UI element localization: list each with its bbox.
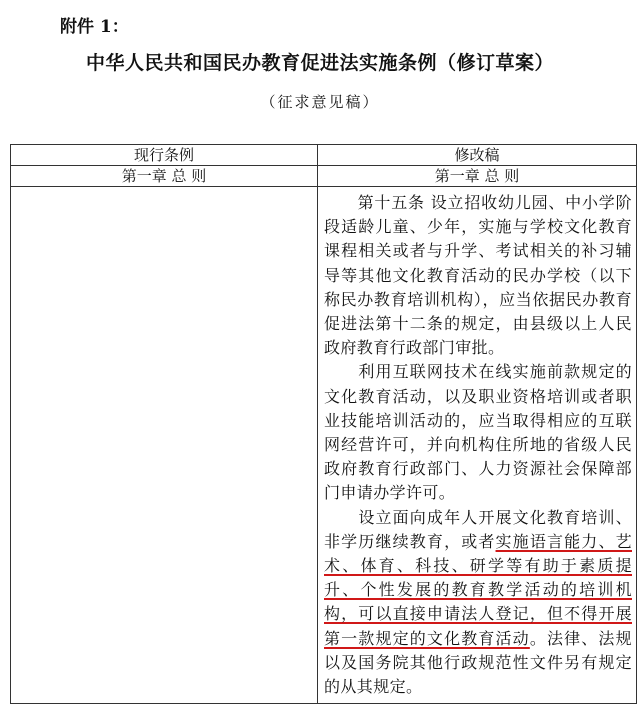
revised-draft-cell	[318, 187, 637, 704]
indent	[324, 193, 358, 212]
chapter-current: 第一章 总 则	[11, 166, 318, 187]
revised-paragraph-3-after: 。法律、法规以及国务院其他行政规范性文件另有规定的从其规定。	[324, 628, 632, 697]
annex-label: 附件 1：	[60, 17, 129, 37]
revised-paragraph-2	[324, 360, 632, 505]
table-header-row	[11, 145, 637, 166]
document-title: 中华人民共和国民办教育促进法实施条例（修订草案）	[85, 52, 554, 74]
document-subtitle: （征求意见稿）	[260, 93, 380, 111]
header-revised-draft: 修改稿	[318, 145, 637, 166]
comparison-table	[10, 144, 637, 704]
revised-paragraph-2-text: 利用互联网技术在线实施前款规定的文化教育活动，以及职业资格培训或者职业技能培训活动的，应当取得相应的互联网经营许可，并向机构住所地的省级人民政府教育行政部门、人力资源社会保障部门申请办学许可。	[324, 362, 632, 503]
highlighted-underlined-text: 实施语言能力、艺术、体育、科技、研学等有助于素质提升、个性发展的教育教学活动的培训机构，可以直接申请法人登记，但不得开展第一款规定的文化教育活动	[324, 531, 632, 648]
indent	[324, 362, 358, 381]
revised-paragraph-1-text: 第十五条 设立招收幼儿园、中小学阶段适龄儿童、少年，实施与学校文化教育课程相关或者与升学、考试相关的补习辅导等其他文化教育活动的民办学校（以下称民办教育培训机构），应当依据民办教育促进法第十二条的规定，由县级以上人民政府教育行政部门审批。	[324, 193, 632, 358]
current-regulation-cell	[11, 187, 318, 704]
chapter-row	[11, 166, 637, 187]
revised-paragraph-3	[324, 506, 632, 700]
revised-paragraph-1	[324, 191, 632, 360]
chapter-revised: 第一章 总 则	[318, 166, 637, 187]
content-row	[11, 187, 637, 704]
revised-paragraph-3-before: 设立面向成年人开展文化教育培训、非学历继续教育，或者	[324, 507, 632, 551]
header-current-regulation: 现行条例	[11, 145, 318, 166]
indent	[324, 508, 358, 527]
